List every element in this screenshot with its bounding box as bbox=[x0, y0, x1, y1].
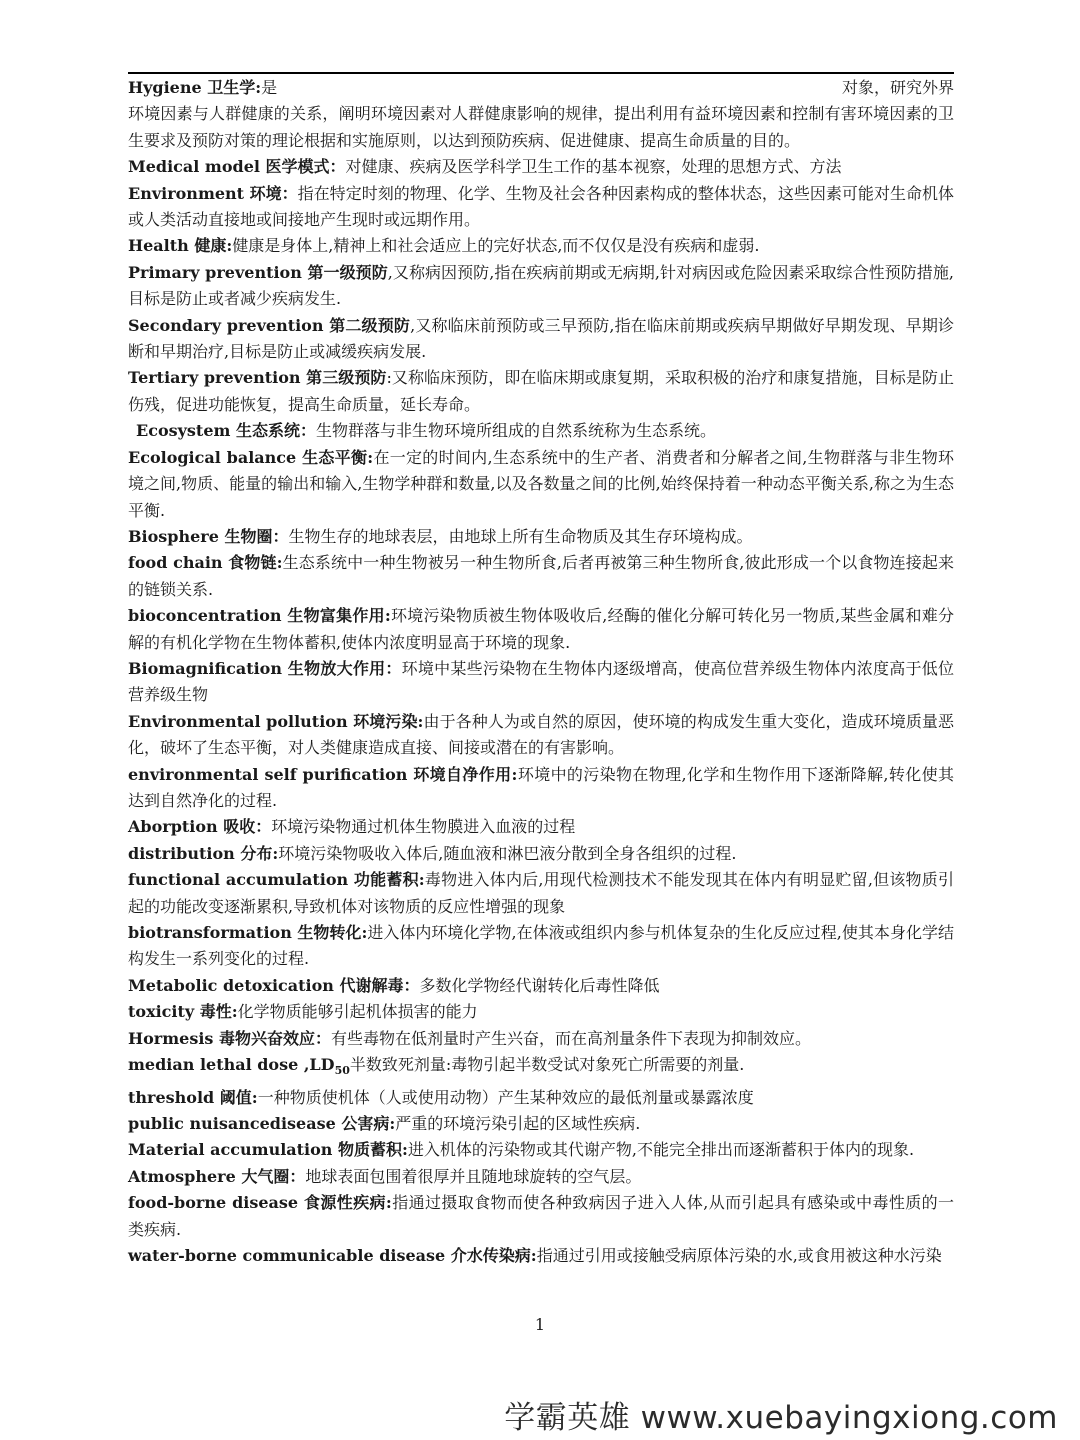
entry-ld50 bbox=[128, 1052, 954, 1085]
entry-term: Hormesis 毒物兴奋效应： bbox=[128, 1028, 331, 1048]
entry-text: 环境污染物吸收入体后,随血液和淋巴液分散到全身各组织的过程. bbox=[278, 843, 737, 863]
entry-text: 健康是身体上,精神上和社会适应上的完好状态,而不仅仅是没有疾病和虚弱. bbox=[232, 236, 760, 256]
entry-text: 有些毒物在低剂量时产生兴奋，而在高剂量条件下表现为抑制效应。 bbox=[331, 1028, 812, 1048]
entry-absorption bbox=[128, 814, 954, 840]
entry-food-borne-disease bbox=[128, 1190, 954, 1243]
entry-biomagnification bbox=[128, 656, 954, 709]
entry-food-chain bbox=[128, 550, 954, 603]
entry-term: median lethal dose ,LD bbox=[128, 1055, 335, 1075]
entry-text: 生物生存的地球表层，由地球上所有生命物质及其生存环境构成。 bbox=[288, 526, 753, 546]
entry-term: public nuisancedisease 公害病: bbox=[128, 1114, 396, 1134]
entry-metabolic-detoxication bbox=[128, 973, 954, 999]
header-rule bbox=[128, 72, 954, 74]
entry-environmental-pollution bbox=[128, 709, 954, 762]
entry-term: Atmosphere 大气圈： bbox=[128, 1166, 306, 1186]
entry-text: 环境中的污染物在物理,化学和生物作用下逐渐降解,转化使其达到自然净化的过程. bbox=[128, 764, 954, 810]
entry-text: 毒物进入体内后,用现代检测技术不能发现其在体内有明显贮留,但该物质引起的功能改变逐渐累积,导致机体对该物质的反应性增强的现象 bbox=[128, 870, 954, 916]
entry-text: 环境污染物质被生物体吸收后,经酶的催化分解可转化另一物质,某些金属和难分解的有机化学物在生物体蓄积,使体内浓度明显高于环境的现象. bbox=[128, 606, 954, 652]
entry-public-nuisance-disease bbox=[128, 1111, 954, 1137]
entry-text: 环境污染物通过机体生物膜进入血液的过程 bbox=[271, 817, 576, 837]
document-body bbox=[128, 75, 954, 1269]
entry-term: food chain 食物链: bbox=[128, 553, 283, 573]
entry-hygiene bbox=[128, 75, 954, 154]
entry-hygiene-first-line bbox=[128, 75, 954, 101]
entry-text: 地球表面包围着很厚并且随地球旋转的空气层。 bbox=[305, 1166, 642, 1186]
entry-threshold bbox=[128, 1085, 954, 1111]
entry-text: 指通过引用或接触受病原体污染的水,或食用被这种水污染 bbox=[536, 1246, 942, 1266]
entry-text: 半数致死剂量:毒物引起半数受试对象死亡所需要的剂量. bbox=[349, 1055, 745, 1075]
entry-term: Primary prevention 第一级预防 bbox=[128, 262, 388, 282]
entry-text: 对健康、疾病及医学科学卫生工作的基本视察，处理的思想方式、方法 bbox=[345, 157, 842, 177]
entry-ecosystem bbox=[128, 418, 954, 444]
entry-text: :又称临床预防，即在临床期或康复期，采取积极的治疗和康复措施，目标是防止伤残，促进功能恢复，提高生命质量，延长寿命。 bbox=[128, 368, 954, 414]
entry-term: water-borne communicable disease 介水传染病: bbox=[128, 1246, 537, 1266]
entry-environment bbox=[128, 181, 954, 234]
entry-term: bioconcentration 生物富集作用: bbox=[128, 606, 391, 626]
entry-term: environmental self purification 环境自净作用: bbox=[128, 764, 518, 784]
entry-health bbox=[128, 233, 954, 259]
entry-atmosphere bbox=[128, 1164, 954, 1190]
entry-text: 环境因素与人群健康的关系，阐明环境因素对人群健康影响的规律，提出利用有益环境因素和控制有害环境因素的卫生要求及预防对策的理论根据和实施原则，以达到预防疾病、促进健康、提高生命质量的目的。 bbox=[128, 104, 954, 150]
entry-term: Tertiary prevention 第三级预防 bbox=[128, 368, 387, 388]
entry-text: 是 bbox=[261, 78, 278, 97]
entry-tertiary-prevention bbox=[128, 365, 954, 418]
entry-text: 生态系统中一种生物被另一种生物所食,后者再被第三种生物所食,彼此形成一个以食物连接起来的链锁关系. bbox=[128, 553, 954, 599]
entry-distribution bbox=[128, 841, 954, 867]
entry-bioconcentration bbox=[128, 603, 954, 656]
entry-term: Biosphere 生物圈： bbox=[128, 526, 289, 546]
entry-term: biotransformation 生物转化: bbox=[128, 923, 368, 942]
entry-term: Metabolic detoxication 代谢解毒： bbox=[128, 975, 420, 995]
entry-text: 一种物质使机体（人或使用动物）产生某种效应的最低剂量或暴露浓度 bbox=[257, 1087, 754, 1107]
entry-text: ,又称病因预防,指在疾病前期或无病期,针对病因或危险因素采取综合性预防措施,目标是防止或者减少疾病发生. bbox=[128, 262, 954, 309]
entry-material-accumulation bbox=[128, 1137, 954, 1163]
entry-biotransformation bbox=[128, 920, 954, 973]
entry-term: toxicity 毒性: bbox=[128, 1002, 238, 1022]
entry-biosphere bbox=[128, 524, 954, 550]
entry-term: Biomagnification 生物放大作用： bbox=[128, 658, 402, 678]
entry-term: Ecological balance 生态平衡: bbox=[128, 447, 374, 467]
entry-text: 进入机体的污染物或其代谢产物,不能完全排出而逐渐蓄积于体内的现象. bbox=[407, 1140, 915, 1160]
entry-self-purification bbox=[128, 762, 954, 815]
watermark-text: 学霸英雄 www.xuebayingxiong.com bbox=[504, 1400, 1058, 1436]
entry-term: Aborption 吸收： bbox=[128, 817, 272, 837]
entry-term: Material accumulation 物质蓄积: bbox=[128, 1140, 408, 1160]
entry-text: 进入体内环境化学物,在体液或组织内参与机体复杂的生化反应过程,使其本身化学结构发生一系列变化的过程. bbox=[128, 923, 954, 969]
entry-text: 生物群落与非生物环境所组成的自然系统称为生态系统。 bbox=[316, 421, 717, 441]
entry-primary-prevention bbox=[128, 260, 954, 313]
entry-hormesis bbox=[128, 1026, 954, 1052]
entry-term-subscript: 50 bbox=[334, 1064, 350, 1078]
entry-medical-model bbox=[128, 154, 954, 180]
entry-term: Ecosystem 生态系统： bbox=[136, 421, 316, 441]
entry-text-right: 对象，研究外界 bbox=[841, 78, 954, 97]
entry-term: threshold 阈值: bbox=[128, 1087, 258, 1107]
entry-text: ,又称临床前预防或三早预防,指在临床前期或疾病早期做好早期发现、早期诊断和早期治疗,目标是防止或减缓疾病发展. bbox=[128, 315, 954, 362]
entry-term: Environment 环境： bbox=[128, 183, 298, 203]
entry-water-borne-disease bbox=[128, 1243, 954, 1269]
entry-text: 环境中某些污染物在生物体内逐级增高，使高位营养级生物体内浓度高于低位营养级生物 bbox=[128, 658, 954, 705]
entry-ecological-balance bbox=[128, 445, 954, 524]
entry-text: 严重的环境污染引起的区域性疾病. bbox=[395, 1114, 641, 1134]
entry-text: 化学物质能够引起机体损害的能力 bbox=[237, 1002, 478, 1022]
entry-secondary-prevention bbox=[128, 313, 954, 366]
entry-term: Medical model 医学模式： bbox=[128, 157, 346, 177]
entry-term: Environmental pollution 环境污染: bbox=[128, 711, 424, 731]
entry-functional-accumulation bbox=[128, 867, 954, 920]
entry-term: Hygiene 卫生学: bbox=[128, 78, 262, 97]
entry-term: food-borne disease 食源性疾病: bbox=[128, 1193, 392, 1213]
entry-text: 由于各种人为或自然的原因，使环境的构成发生重大变化，造成环境质量恶化，破坏了生态平衡，对人类健康造成直接、间接或潜在的有害影响。 bbox=[128, 711, 954, 758]
page-number: 1 bbox=[534, 1315, 546, 1334]
entry-text: 指通过摄取食物而使各种致病因子进入人体,从而引起具有感染或中毒性质的一类疾病. bbox=[128, 1193, 954, 1239]
entry-term: functional accumulation 功能蓄积: bbox=[128, 870, 425, 890]
entry-text: 在一定的时间内,生态系统中的生产者、消费者和分解者之间,生物群落与非生物环境之间,物质、能量的输出和输入,生物学种群和数量,以及各数量之间的比例,始终保持着一种动态平衡关系,称之为生态平衡. bbox=[128, 447, 954, 520]
entry-text: 多数化学物经代谢转化后毒性降低 bbox=[419, 975, 660, 995]
entry-term: distribution 分布: bbox=[128, 843, 279, 863]
entry-term: Secondary prevention 第二级预防 bbox=[128, 315, 411, 335]
entry-text: 指在特定时刻的物理、化学、生物及社会各种因素构成的整体状态，这些因素可能对生命机体或人类活动直接地或间接地产生现时或远期作用。 bbox=[128, 183, 954, 230]
entry-term: Health 健康: bbox=[128, 236, 233, 256]
entry-toxicity bbox=[128, 999, 954, 1025]
